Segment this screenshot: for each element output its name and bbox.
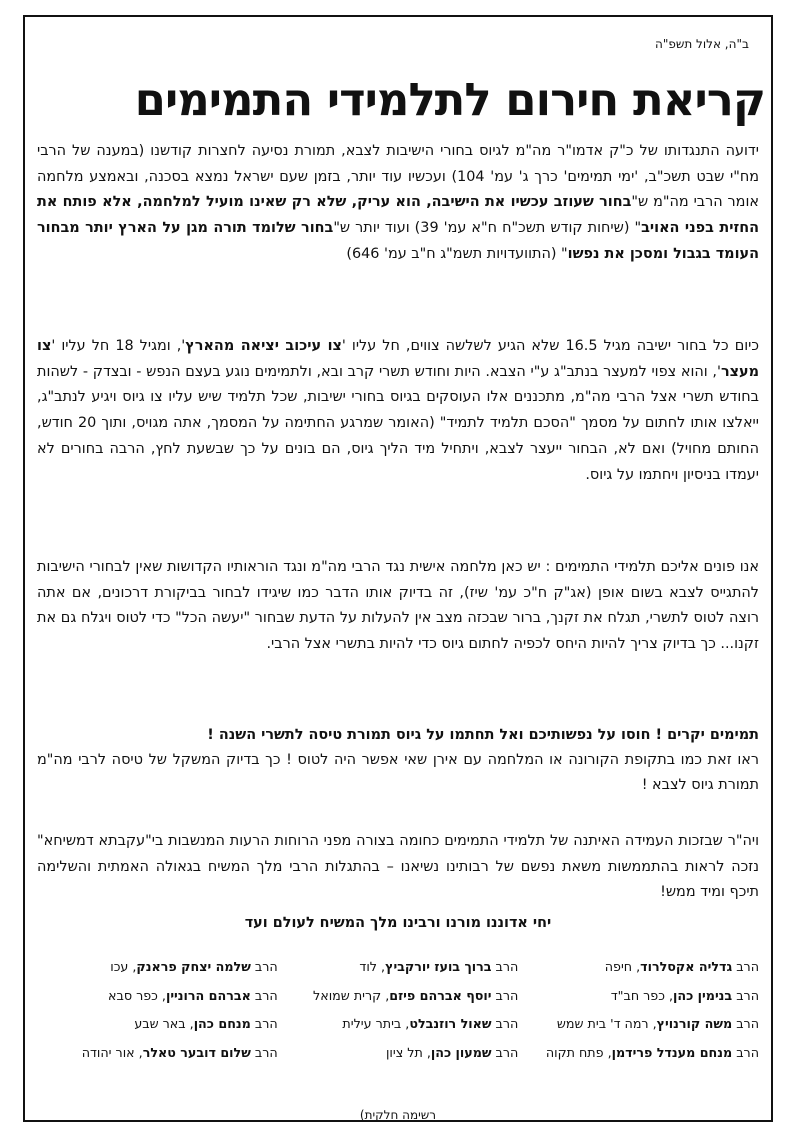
signatory-title: הרב [250,1044,278,1060]
paragraph-appeal: אנו פונים אליכם תלמידי התמימים : יש כאן מלחמה אישית נגד הרבי מה"מ ונגד הוראותיו הקדושות שאין לבחורי הישיבות להתגייס לצבא בשום אופן (אג"ק ח"כ עמ' שיז), זה בדיוק אותו הדבר כמו שיגידו לבחור בביקורת דרכונים, אם אתה רוצה לטוס לתשרי, תגלח את זקנך, ברור שבכזה מצב אין להעלות על הדעת שבחור "יעשה הכל" כדי לטוס ויגלח גם את זקנו... כך בדיוק צריך להיות היחס לכפיה לחתום גיוס כדי להיות בתשרי אצל הרבי. [37,559,759,653]
text-run: " (התוועדויות תשמ"ג ח"ב עמ' 646) [346,245,568,262]
signatory [37,959,278,975]
bold-call: תמימים יקרים ! חוסו על נפשותיכם ואל תחתמו על גיוס תמורת טיסה לתשרי השנה ! [207,727,759,743]
signatory-title: הרב [250,1016,278,1031]
paragraph-rebbe-opposition [37,139,759,268]
signatory-city: , עכו [110,959,137,974]
signatory-name: שמעון כהן [430,1044,492,1060]
text-run: ', ומגיל 18 חל עליו ' [51,338,186,354]
signatory [518,1045,759,1061]
signatory-city: , קרית שמואל [313,987,390,1003]
bold-term: צו עיכוב יציאה מהארץ [185,338,342,354]
closing-blessing: יחי אדוננו מורנו ורבינו מלך המשיח לעולם ועד [244,915,552,931]
signatory [278,1016,519,1032]
partial-list-note: רשימה חלקית) [359,1108,437,1122]
document-date: ב"ה, אלול תשפ"ה [655,37,749,51]
signatory-name: מנחם כהן [193,1016,251,1031]
signatory-city: , אור יהודה [81,1044,143,1060]
signatory-name: שלמה יצחק פראנק [136,959,251,974]
signatory-name: שלום דובער טאלר [142,1044,251,1060]
signatory-title: הרב [732,987,759,1003]
text-run: ', והוא צפוי למעצר בנתב"ג ע"י הצבא. היות וחודש תשרי קרב ובא, ולתמימים נוגע בעצם הנפש - ובצדק - לשהות בחודש תשרי אצל הרבי מה"מ, מתכננים אלו העוסקים בגיוס בחורי ישיבות, שכל תלמיד שיש עליו צו גיוס ויגיע לנתב"ג, ייאלצו אותו לחתום על מסמך "הסכם תלמיד לתמיד" (האומר שמרגע החתימה על המסמך, אתה מגויס, ותוך 20 חודש, החותם מחויל) ואם לא, הבחור ייעצר לצבא, ויתחיל מיד הליך גיוס, הם בונים על כך שבשעת לחץ, הרבה בחורים לא יעמדו בניסיון ויחתמו על גיוס. [37,363,759,483]
signatory-city: , רמה ד' בית שמש [556,1016,657,1031]
signatories-list [37,959,759,1061]
signatory-title: הרב [491,1016,519,1031]
signatory [518,988,759,1004]
signatory-title: הרב [732,1016,759,1031]
signatory-name: מנחם מענדל פרידמן [611,1044,733,1060]
paragraph-prayer: ויה"ר שבזכות העמידה האיתנה של תלמידי התמימים כחומה בצורה מפני הרוחות הרעות המנשבות בי"עקבתא דמשיחא" נזכה לראות בהתממשות משאת נפשם של רבותינו נשיאנו – בהתגלות הרבי מלך המשיח בגאולה האמתית והשלימה תיכף ומיד ממש! [37,833,759,900]
signatory-name: אברהם הרוניין [165,987,251,1003]
signatory-city: , תל ציון [385,1044,431,1060]
signatory-city: , ביתר עילית [342,1016,410,1031]
signatory-city: , פתח תקוה [545,1044,612,1060]
signatory [518,959,759,975]
signatory-title: הרב [732,1044,759,1060]
signatory-city: , לוד [359,959,386,974]
bold-quote: בחור שעוזב עכשיו את הישיבה, הוא עריק, שלא רק שאינו מועיל למלחמה, אלא פותח את החזית בפני האויב [37,194,759,237]
signatory-city: , באר שבע [134,1016,194,1031]
signatory-title: הרב [250,959,278,974]
paragraph-call-to-action [37,723,759,798]
signatory-city: , כפר חב"ד [610,987,673,1003]
signatory [278,959,519,975]
signatory-title: הרב [491,1044,519,1060]
text-run: ידועה התנגדותו של כ"ק אדמו"ר מה"מ לגיוס בחורי הישיבות לצבא, תמורת נסיעה לחצרות קודשנו (במענה של הרבי מח"י שבט תשכ"ב, 'ימי תמימים' כרך ג' עמ' 104) ועכשיו עוד יותר, בזמן שעם ישראל נמצא בסכנה, ובאמצע מלחמה אומר הרבי מה"מ ש" [37,143,759,211]
signatory [278,1045,519,1061]
paragraph-current-situation [37,334,759,488]
signatory-name: ברוך בועז יורקביץ [385,959,492,974]
signatory-name: משה קורנויץ [656,1016,733,1031]
letter-page [23,15,773,1122]
signatory-title: הרב [491,987,519,1003]
signatory-city: , חיפה [604,959,641,974]
bold-term: צו מעצר [37,338,759,380]
signatory-name: יוסף אברהם פיזם [389,987,492,1003]
signatory-title: הרב [491,959,519,974]
text-run: " (שיחות קודש תשכ"ח ח"א עמ' 39) ועוד יותר ש" [333,220,642,237]
signatory-name: בנימין כהן [673,987,733,1003]
signatory [37,988,278,1004]
document-title: קריאת חירום לתלמידי התמימים [134,73,765,126]
signatory-name: שאול רוזנבלט [409,1016,492,1031]
signatory [37,1016,278,1032]
signatory-name: גדליה אקסלרוד [640,959,733,974]
text-run: ראו זאת כמו בתקופת הקורונה או המלחמה עם אירן שאי אפשר היה לטוס ! כך בדיוק המשקל של טיסה לרבי מה"מ תמורת גיוס לצבא ! [37,752,759,793]
signatory-title: הרב [250,987,278,1003]
text-run: כיום כל בחור ישיבה מגיל 16.5 שלא הגיע לשלשה צווים, חל עליו ' [341,338,760,354]
signatory [278,988,519,1004]
signatory-city: , כפר סבא [108,987,166,1003]
bold-quote: בחור שלומד תורה מגן על הארץ יותר מבחור העומד בגבול ומסכן את נפשו [37,220,759,262]
signatory [518,1016,759,1032]
signatory-title: הרב [732,959,759,974]
signatory [37,1045,278,1061]
